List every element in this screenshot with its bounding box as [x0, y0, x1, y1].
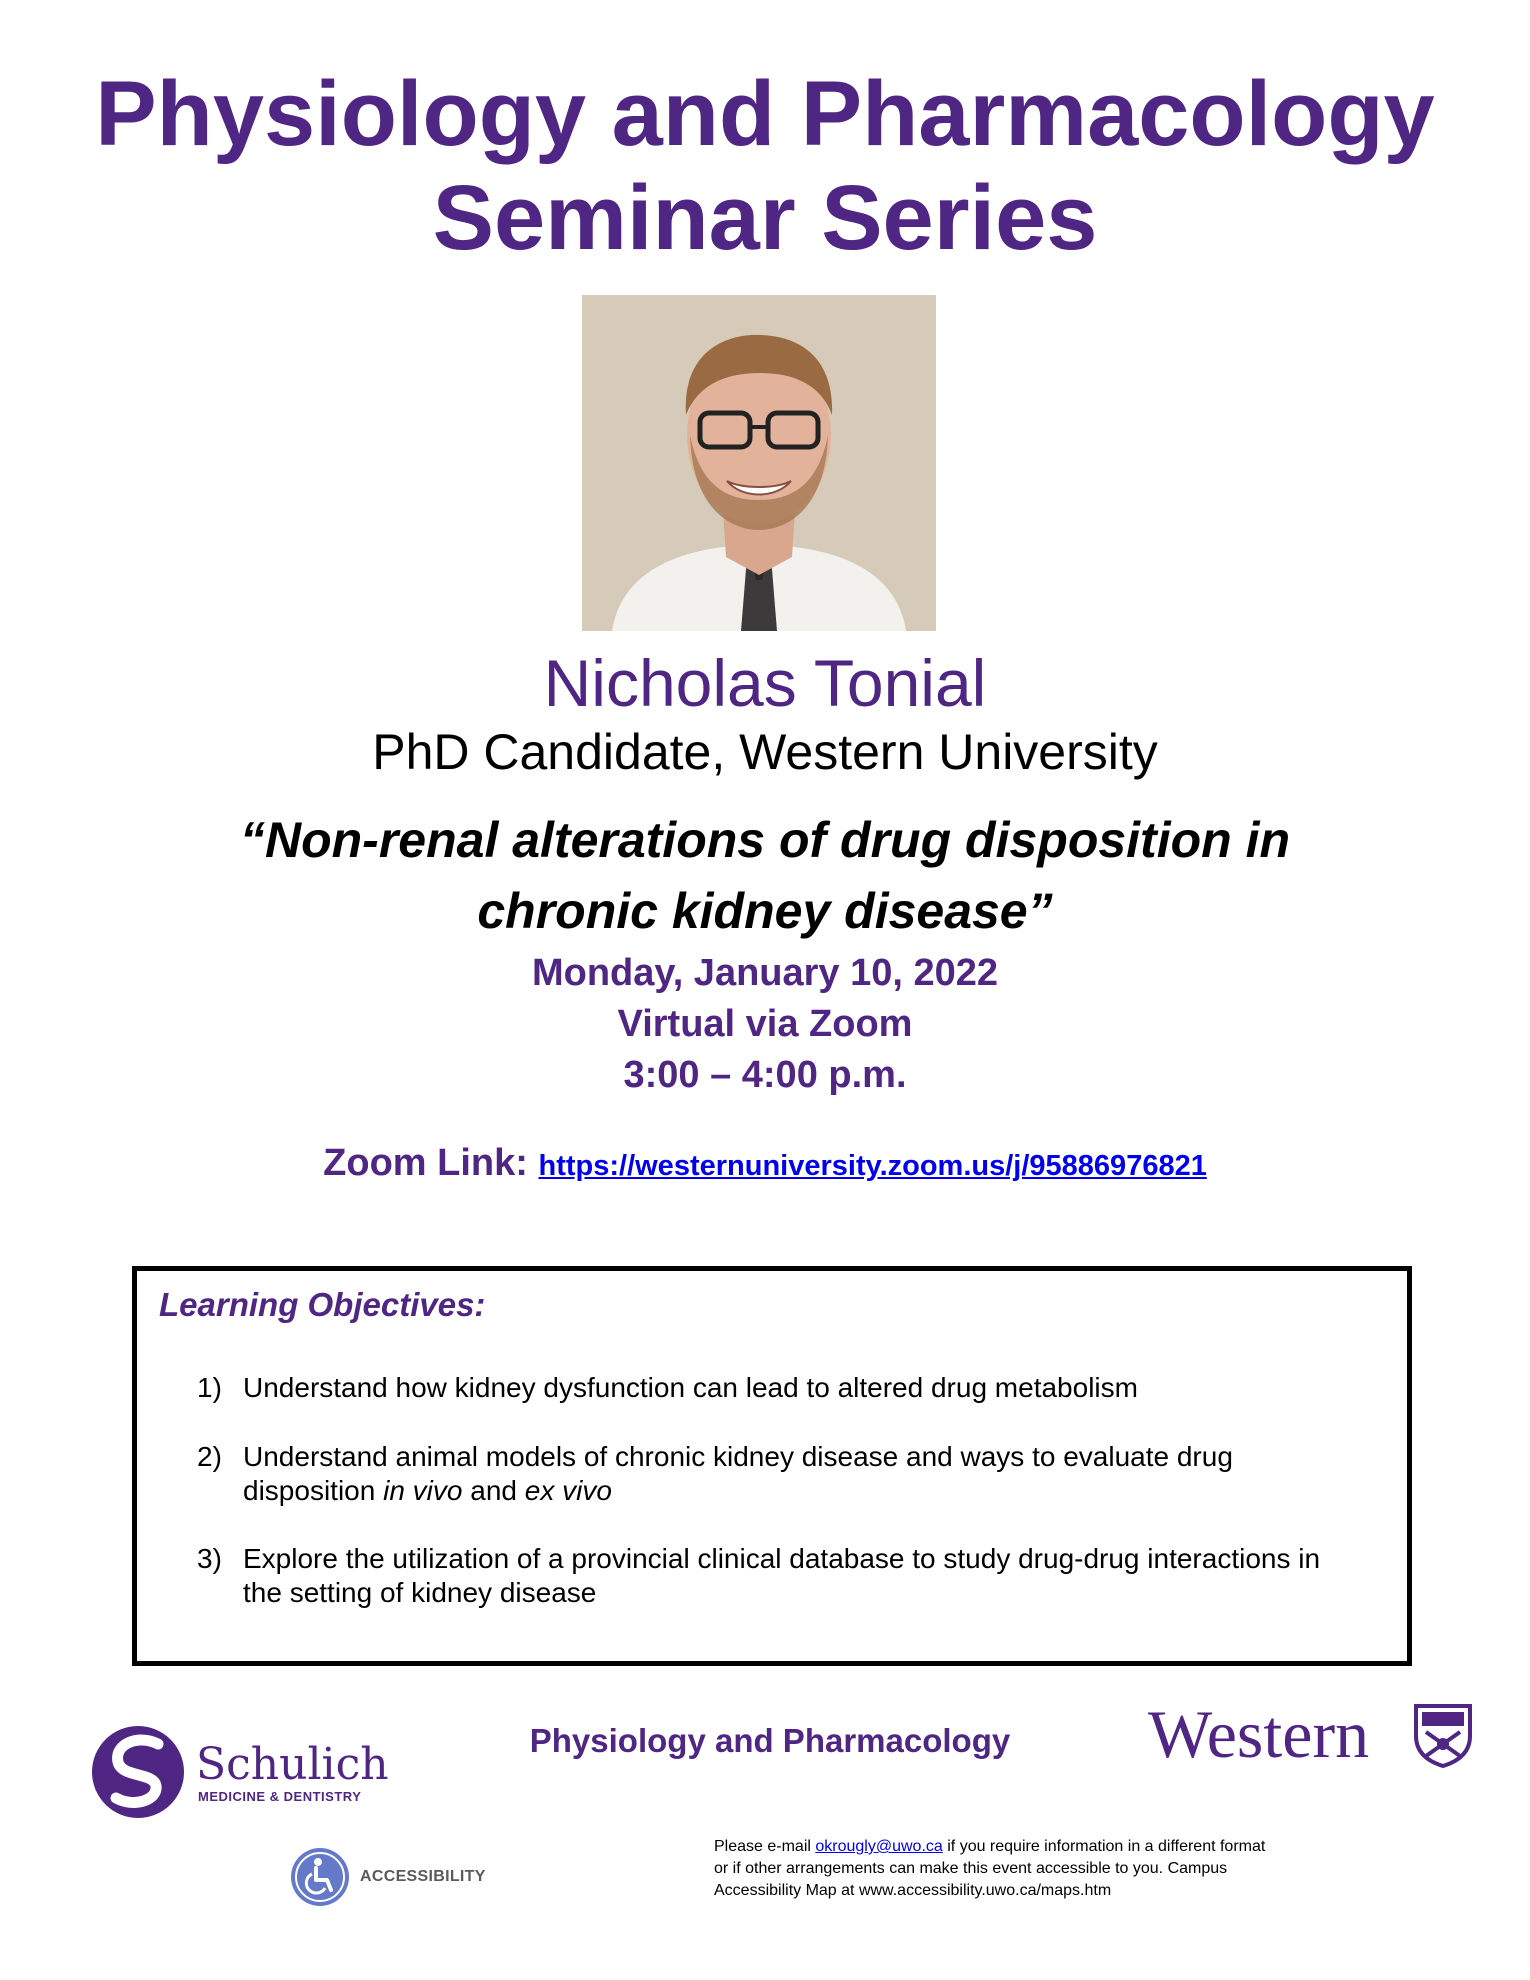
objective-text-line-2: disposition in vivo and ex vivo [243, 1475, 612, 1506]
contact-line-3: Accessibility Map at www.accessibility.uwo.ca/maps.htm [714, 1882, 1112, 1899]
contact-line-2: or if other arrangements can make this event accessible to you. Campus [714, 1860, 1228, 1877]
objective-text: Understand animal models of chronic kidney disease and ways to evaluate drug [243, 1441, 1233, 1472]
objective-item [197, 1440, 1377, 1508]
talk-title-line-1: “Non-renal alterations of drug disposition in [239, 812, 1291, 868]
contact-line-1: Please e-mail okrougly@uwo.ca if you require information in a different format [714, 1838, 1266, 1855]
western-crest-icon [1410, 1702, 1476, 1768]
title-line-1: Physiology and Pharmacology [95, 63, 1435, 165]
footer-department: Physiology and Pharmacology [529, 1722, 1011, 1759]
contact-info [714, 1836, 1354, 1902]
event-time: 3:00 – 4:00 p.m. [623, 1054, 907, 1096]
objective-text: Explore the utilization of a provincial clinical database to study drug-drug interactions in [243, 1543, 1321, 1574]
page-title [0, 62, 1530, 270]
title-line-2: Seminar Series [432, 167, 1098, 269]
schulich-logo-icon [88, 1722, 188, 1822]
event-details [0, 948, 1530, 1101]
objective-text-line-2: the setting of kidney disease [243, 1577, 597, 1608]
objective-item [197, 1371, 1377, 1405]
event-location: Virtual via Zoom [617, 1003, 913, 1045]
learning-objectives-box [132, 1266, 1412, 1666]
western-wordmark: Western [1148, 1696, 1370, 1772]
accessibility-label: ACCESSIBILITY [360, 1868, 486, 1885]
speaker-name: Nicholas Tonial [543, 646, 987, 720]
objective-number: 2) [197, 1441, 222, 1472]
zoom-label: Zoom Link: [323, 1142, 528, 1184]
objective-text: Understand how kidney dysfunction can lead to altered drug metabolism [243, 1372, 1138, 1403]
schulich-subtitle: MEDICINE & DENTISTRY [198, 1789, 362, 1804]
event-date: Monday, January 10, 2022 [531, 952, 999, 994]
speaker-affiliation: PhD Candidate, Western University [372, 724, 1158, 780]
talk-title [0, 805, 1530, 947]
contact-email-link[interactable]: okrougly@uwo.ca [815, 1838, 943, 1855]
accessibility-icon [291, 1848, 349, 1906]
objective-number: 3) [197, 1543, 222, 1574]
zoom-link[interactable]: https://westernuniversity.zoom.us/j/95886976821 [538, 1150, 1207, 1182]
schulich-name: Schulich [196, 1739, 389, 1790]
zoom-row [0, 1140, 1530, 1189]
talk-title-line-2: chronic kidney disease” [477, 883, 1053, 939]
speaker-photo [582, 295, 936, 631]
objective-number: 1) [197, 1372, 222, 1403]
objective-item [197, 1542, 1377, 1610]
objectives-heading: Learning Objectives: [159, 1286, 486, 1323]
